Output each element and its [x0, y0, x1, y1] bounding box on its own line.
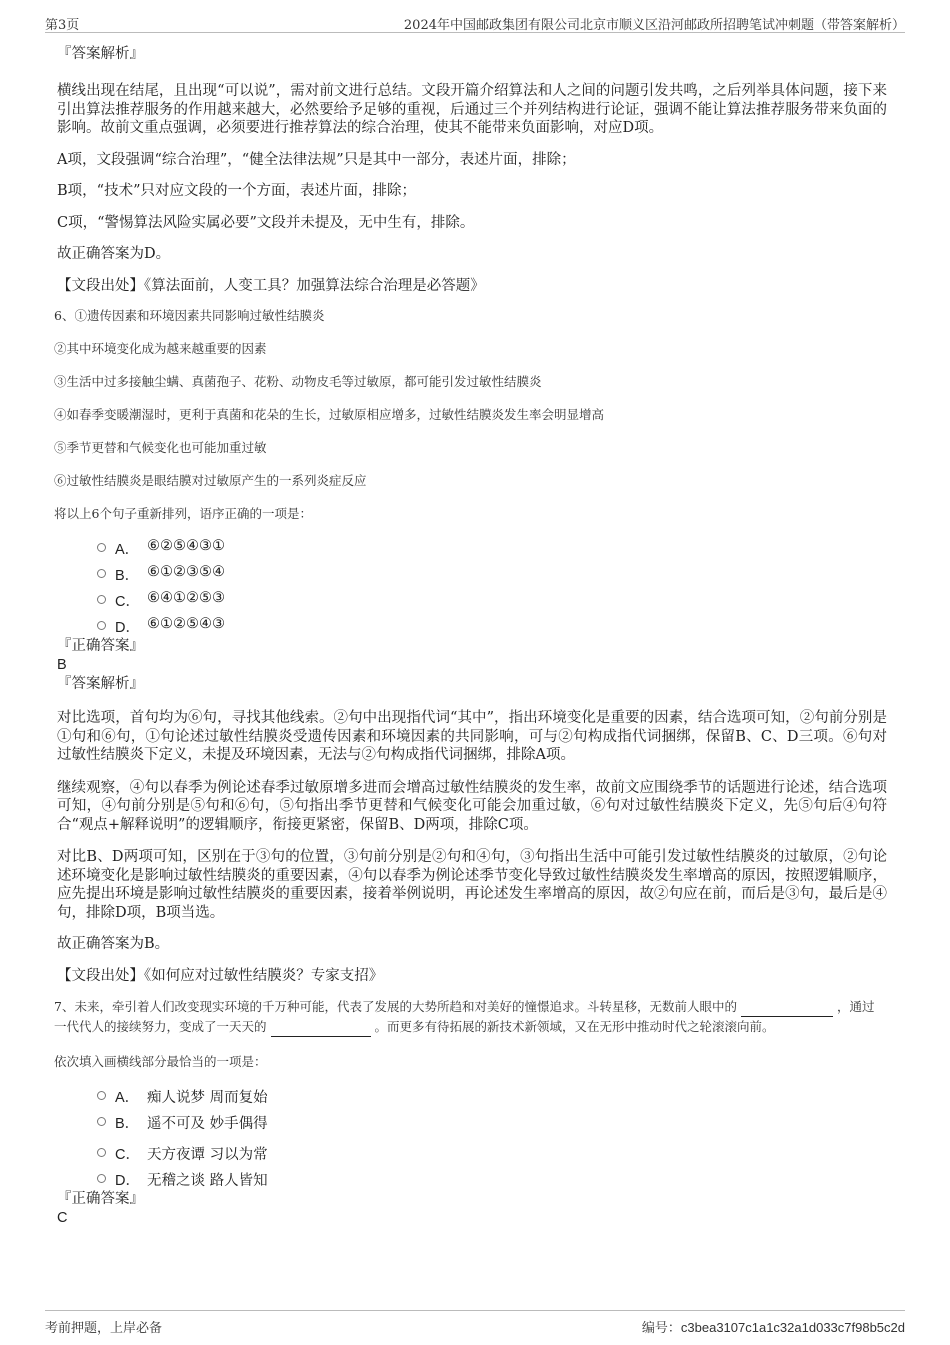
q7-prompt: 依次填入画横线部分最恰当的一项是： — [54, 1054, 267, 1069]
q7-option-c[interactable] — [57, 1141, 887, 1163]
q5-analysis-para1: 横线出现在结尾，且出现“可以说”，需对前文进行总结。文段开篇介绍算法和人之间的问题引发共鸣，之后列举具体问题，接下来引出算法推荐服务的作用越来越大，必然要给予足够的重视，后通过三个并列结构进行论证，强调不能让算法推荐服务带来负面的影响。故前文重点强调，必须要进行推荐算法的综合治理，使其不能带来负面影响，对应D项。 — [57, 83, 887, 136]
radio-button[interactable] — [97, 621, 106, 630]
option-text: ⑥②⑤④③① — [147, 538, 225, 554]
q7-stem-part2: ，通过一代代人的接续努力，变成了一天天的 — [54, 999, 875, 1034]
q5-analysis-label: 『答案解析』 — [57, 46, 144, 62]
radio-button[interactable] — [97, 1174, 106, 1183]
q6-stem-line: ④如春季变暖潮湿时，更利于真菌和花朵的生长，过敏原相应增多，过敏性结膜炎发生率会明显增高 — [54, 407, 605, 422]
option-letter: D． — [115, 1173, 140, 1189]
option-text: ⑥④①②⑤③ — [147, 590, 225, 606]
q6-prompt: 将以上6个句子重新排列，语序正确的一项是： — [54, 506, 312, 521]
q6-stem — [54, 307, 887, 522]
q6-stem-line: ⑥过敏性结膜炎是眼结膜对过敏原产生的一系列炎症反应 — [54, 473, 367, 488]
option-text: 天方夜谭 习以为常 — [147, 1147, 268, 1163]
q6-analysis-label: 『答案解析』 — [57, 676, 144, 692]
q5-source: 【文段出处】《算法面前，人变工具？加强算法综合治理是必答题》 — [57, 277, 485, 294]
q6-correct-label: 『正确答案』 — [57, 638, 144, 654]
option-letter: C． — [115, 1147, 140, 1163]
q7-option-a[interactable] — [57, 1084, 887, 1106]
page-header — [45, 12, 905, 33]
q7-blank-1[interactable] — [741, 1004, 833, 1017]
q6-option-b[interactable] — [57, 562, 887, 584]
option-text: ⑥①②⑤④③ — [147, 616, 225, 632]
radio-button[interactable] — [97, 1148, 106, 1157]
q5-analysis-option-b: B项，“技术”只对应文段的一个方面，表述片面，排除； — [57, 183, 416, 199]
document-title: 2024年中国邮政集团有限公司北京市顺义区沿河邮政所招聘笔试冲刺题（带答案解析） — [403, 18, 905, 33]
footer-code-label: 编号： — [641, 1321, 681, 1336]
option-letter: A． — [115, 1090, 140, 1106]
footer-code-value: c3bea3107c1a1c32a1d033c7f98b5c2d — [680, 1320, 905, 1335]
radio-button[interactable] — [97, 595, 106, 604]
q7-correct-answer: C — [57, 1210, 68, 1226]
footer-slogan: 考前押题，上岸必备 — [45, 1321, 163, 1336]
q5-conclusion: 故正确答案为D。 — [57, 246, 171, 262]
q6-analysis-para2: 继续观察，④句以春季为例论述春季过敏原增多进而会增高过敏性结膜炎的发生率，故前文应围绕季节的话题进行论述，结合选项可知，④句前分别是⑤句和⑥句，⑤句指出季节更替和气候变化可能会加重过敏，⑥句对过敏性结膜炎下定义，先⑤句后④句符合“观点+解释说明”的逻辑顺序，衔接更紧密，保留B、D两项，排除C项。 — [57, 779, 887, 833]
q6-option-a[interactable] — [57, 536, 887, 558]
q6-stem-line: ③生活中过多接触尘螨、真菌孢子、花粉、动物皮毛等过敏原，都可能引发过敏性结膜炎 — [54, 374, 542, 389]
q6-correct-answer: B — [57, 657, 67, 673]
q6-stem-line: 6、①遗传因素和环境因素共同影响过敏性结膜炎 — [54, 308, 325, 323]
q6-stem-line: ⑤季节更替和气候变化也可能加重过敏 — [54, 440, 267, 455]
q6-analysis-para1: 对比选项，首句均为⑥句，寻找其他线索。②句中出现指代词“其中”，指出环境变化是重要的因素，结合选项可知，②句前分别是①句和⑥句，①句论述过敏性结膜炎受遗传因素和环境因素的共同影响，可与②句构成指代词捆绑，保留B、C、D三项。⑥句对过敏性结膜炎下定义，未提及环境因素，无法与②句构成指代词捆绑，排除A项。 — [57, 710, 887, 763]
q6-source: 【文段出处】《如何应对过敏性结膜炎？专家支招》 — [57, 967, 384, 984]
page-number: 第3页 — [45, 18, 80, 33]
q6-option-d[interactable] — [57, 614, 887, 636]
radio-button[interactable] — [97, 1091, 106, 1100]
page-content — [54, 36, 887, 1227]
radio-button[interactable] — [97, 569, 106, 578]
option-letter: A． — [115, 542, 140, 558]
q7-blank-2[interactable] — [271, 1024, 371, 1037]
page-footer — [45, 1310, 905, 1335]
q5-analysis-option-c: C项，“警惕算法风险实属必要”文段并未提及，无中生有，排除。 — [57, 214, 475, 231]
radio-button[interactable] — [97, 1117, 106, 1126]
option-text: 痴人说梦 周而复始 — [147, 1090, 268, 1106]
option-letter: C． — [115, 594, 140, 610]
q6-analysis-para3: 对比B、D两项可知，区别在于③句的位置，③句前分别是②句和④句，③句指出生活中可能引发过敏性结膜炎的过敏原，②句论述环境变化是影响过敏性结膜炎的重要因素，④句以春季为例论述季节变化导致过敏性结膜炎发生率增高的原因，按照逻辑顺序，应先提出环境是影响过敏性结膜炎的重要因素，接着举例说明，再论述发生率增高的原因，故②句应在前，而后是③句，最后是④句，排除D项，B项当选。 — [57, 849, 887, 921]
option-letter: D． — [115, 620, 140, 636]
q7-stem-part1: 7、未来，牵引着人们改变现实环境的千万种可能，代表了发展的大势所趋和对美好的憧憬追求。斗转星移，无数前人眼中的 — [54, 999, 737, 1014]
q7-option-d[interactable] — [57, 1167, 887, 1189]
q7-options — [57, 1084, 887, 1189]
q6-option-c[interactable] — [57, 588, 887, 610]
option-letter: B． — [115, 568, 140, 584]
option-text: 无稽之谈 路人皆知 — [147, 1173, 268, 1189]
q7-correct-label: 『正确答案』 — [57, 1191, 144, 1207]
option-text: ⑥①②③⑤④ — [147, 564, 225, 580]
q6-options — [57, 536, 887, 636]
q6-stem-line: ②其中环境变化成为越来越重要的因素 — [54, 341, 267, 356]
q7-option-b[interactable] — [57, 1110, 887, 1132]
q6-conclusion: 故正确答案为B。 — [57, 936, 170, 952]
footer-code — [642, 1317, 905, 1336]
q5-analysis-option-a: A项，文段强调“综合治理”，“健全法律法规”只是其中一部分，表述片面，排除； — [57, 151, 576, 168]
q7-stem-part3: 。而更多有待拓展的新技术新领域，又在无形中推动时代之轮滚滚向前。 — [374, 1019, 775, 1034]
option-letter: B． — [115, 1116, 140, 1132]
q7-stem — [54, 997, 884, 1070]
radio-button[interactable] — [97, 543, 106, 552]
option-text: 遥不可及 妙手偶得 — [147, 1116, 268, 1132]
